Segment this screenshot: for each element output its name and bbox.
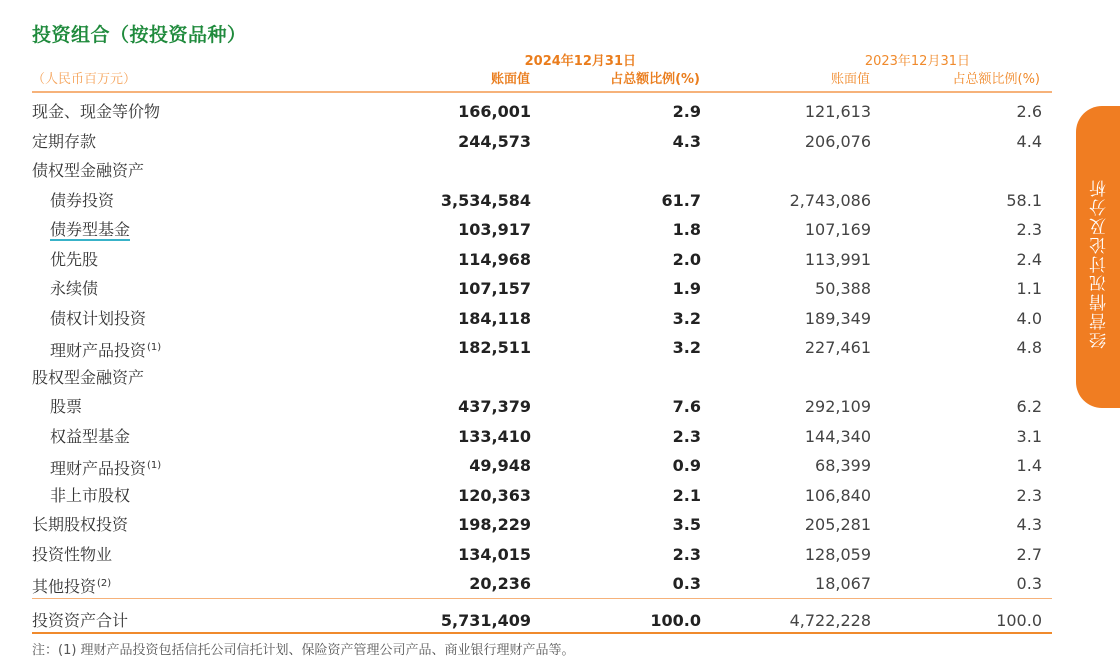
cell-share-2023: 4.3 (1016, 515, 1042, 534)
cell-value-2023: 206,076 (804, 131, 871, 151)
table-row (32, 569, 1052, 598)
row-label (32, 540, 112, 569)
cell-share-2023: 2.4 (1016, 249, 1042, 269)
cell-value-2024: 103,917 (458, 220, 531, 239)
cell-share-2024: 2.3 (672, 426, 701, 446)
cell-share-2024: 7.6 (672, 397, 701, 416)
row-label-text[interactable]: 债券型基金 (50, 220, 131, 239)
page-title: 投资组合（按投资品种） (32, 24, 247, 46)
cell-share-2023: 4.4 (1016, 131, 1042, 151)
cell-share-2024: 3.2 (672, 338, 701, 357)
cell-value-2024: 107,157 (458, 279, 531, 298)
cell-share-2024: 1.9 (672, 279, 701, 298)
row-label (32, 363, 144, 392)
footnote: 注：(1) 理财产品投资包括信托公司信托计划、保险资产管理公司产品、商业银行理财产品等。 (32, 643, 575, 658)
cell-value-2023: 18,067 (815, 574, 871, 593)
cell-value-2024: 20,236 (469, 574, 531, 593)
row-label-text: 债权计划投资 (50, 308, 147, 328)
row-label (32, 97, 160, 126)
row-label (50, 186, 114, 215)
row-label-text: 债权型金融资产 (32, 161, 145, 180)
cell-share-2023: 2.7 (1016, 544, 1042, 564)
cell-share-2024: 2.9 (672, 102, 701, 121)
cell-value-2023: 189,349 (804, 308, 871, 328)
row-label (50, 274, 98, 303)
total-row (32, 606, 1052, 635)
cell-share-2023: 2.3 (1016, 220, 1042, 239)
row-label-text: 定期存款 (32, 131, 97, 151)
table-row (32, 245, 1052, 274)
total-rule-top (32, 598, 1052, 599)
footnote-marker: (1) (147, 342, 162, 353)
header-book-value-2024: 账面值 (490, 72, 530, 87)
cell-value-2023: 106,840 (804, 485, 871, 505)
row-label[interactable] (50, 215, 130, 244)
cell-value-2024: 166,001 (458, 102, 531, 121)
cell-share-2024: 2.0 (672, 249, 701, 269)
cell-value-2024: 3,534,584 (440, 190, 531, 210)
table-row (32, 215, 1052, 244)
row-label (50, 422, 130, 451)
cell-value-2024: 184,118 (458, 308, 531, 328)
table-row (32, 392, 1052, 421)
cell-share-2024: 2.3 (672, 544, 701, 564)
row-label-text: 其他投资 (32, 577, 97, 596)
row-label (32, 127, 96, 156)
cell-value-2023: 128,059 (804, 544, 871, 564)
cell-share-2023: 3.1 (1016, 426, 1042, 446)
row-label-text: 债券投资 (50, 190, 115, 210)
cell-share-2023: 4.8 (1016, 338, 1042, 357)
cell-value-2023: 2,743,086 (789, 190, 871, 210)
cell-value-2023: 107,169 (804, 220, 871, 239)
cell-value-2023: 113,991 (804, 249, 871, 269)
row-label-text: 现金、现金等价物 (32, 102, 161, 121)
cell-value-2024: 49,948 (469, 456, 531, 475)
total-share-2024: 100.0 (650, 611, 701, 630)
row-label (50, 245, 98, 274)
table-row (32, 186, 1052, 215)
cell-share-2023: 2.3 (1016, 485, 1042, 505)
cell-value-2024: 198,229 (458, 515, 531, 534)
header-share-2023: 占总额比例(%) (952, 72, 1040, 87)
table-row (32, 274, 1052, 303)
unit-label: （人民币百万元） (32, 72, 137, 87)
row-label (50, 481, 130, 510)
footnote-marker: (2) (97, 578, 112, 589)
cell-share-2023: 0.3 (1016, 574, 1042, 593)
table-row (32, 422, 1052, 451)
cell-share-2024: 4.3 (672, 131, 701, 151)
cell-value-2023: 50,388 (815, 279, 871, 298)
row-label-text: 股票 (50, 397, 83, 416)
row-label-text: 优先股 (50, 249, 99, 269)
cell-value-2023: 121,613 (804, 102, 871, 121)
cell-value-2024: 134,015 (458, 544, 531, 564)
cell-value-2023: 68,399 (815, 456, 871, 475)
header-period-2024: 2024年12月31日 (524, 54, 636, 69)
cell-share-2023: 1.1 (1016, 279, 1042, 298)
cell-value-2024: 133,410 (458, 426, 531, 446)
row-label-text: 投资性物业 (32, 544, 113, 564)
cell-share-2024: 3.2 (672, 308, 701, 328)
row-label-text: 权益型基金 (50, 426, 131, 446)
header-period-2023: 2023年12月31日 (864, 54, 970, 69)
cell-share-2024: 2.1 (672, 485, 701, 505)
cell-share-2024: 0.9 (672, 456, 701, 475)
cell-value-2023: 205,281 (804, 515, 871, 534)
cell-value-2024: 437,379 (458, 397, 531, 416)
total-value-2024: 5,731,409 (440, 611, 531, 630)
table-row (32, 451, 1052, 480)
total-value-2023: 4,722,228 (789, 611, 871, 630)
cell-share-2024: 1.8 (672, 220, 701, 239)
table-row (32, 304, 1052, 333)
cell-share-2024: 61.7 (661, 190, 701, 210)
cell-share-2023: 1.4 (1016, 456, 1042, 475)
row-label-text: 长期股权投资 (32, 515, 129, 534)
cell-value-2024: 182,511 (458, 338, 531, 357)
header-book-value-2023: 账面值 (830, 72, 870, 87)
cell-share-2023: 58.1 (1006, 190, 1042, 210)
row-label (32, 510, 128, 539)
footnote-marker: (1) (147, 460, 162, 471)
row-label-text: 非上市股权 (50, 485, 131, 505)
row-label-text: 永续债 (50, 279, 99, 298)
row-label (32, 156, 144, 185)
cell-share-2024: 0.3 (672, 574, 701, 593)
section-side-tab-label[interactable]: 经营情况讨论及分析 (1090, 178, 1110, 349)
table-row (32, 363, 1052, 392)
total-label: 投资资产合计 (32, 611, 129, 630)
cell-value-2023: 227,461 (804, 338, 871, 357)
header-share-2024: 占总额比例(%) (610, 72, 700, 87)
table-row (32, 333, 1052, 362)
row-label (50, 392, 82, 421)
cell-value-2024: 244,573 (458, 131, 531, 151)
cell-value-2024: 114,968 (458, 249, 531, 269)
cell-share-2023: 2.6 (1016, 102, 1042, 121)
cell-value-2023: 292,109 (804, 397, 871, 416)
cell-value-2023: 144,340 (804, 426, 871, 446)
row-label (50, 304, 146, 333)
total-rule-bottom (32, 632, 1052, 634)
row-label (50, 333, 161, 365)
total-share-2023: 100.0 (996, 611, 1042, 630)
row-label-text: 理财产品投资 (50, 341, 147, 360)
table-row (32, 481, 1052, 510)
cell-value-2024: 120,363 (458, 485, 531, 505)
cell-share-2023: 4.0 (1016, 308, 1042, 328)
table-row (32, 127, 1052, 156)
row-label-text: 股权型金融资产 (32, 367, 145, 387)
table-row (32, 510, 1052, 539)
cell-share-2023: 6.2 (1016, 397, 1042, 416)
cell-share-2024: 3.5 (672, 515, 701, 534)
row-label (50, 451, 161, 483)
table-row (32, 540, 1052, 569)
row-label (32, 569, 111, 601)
header-rule (32, 91, 1052, 93)
table-row (32, 156, 1052, 185)
table-row (32, 97, 1052, 126)
row-label-text: 理财产品投资 (50, 459, 147, 478)
